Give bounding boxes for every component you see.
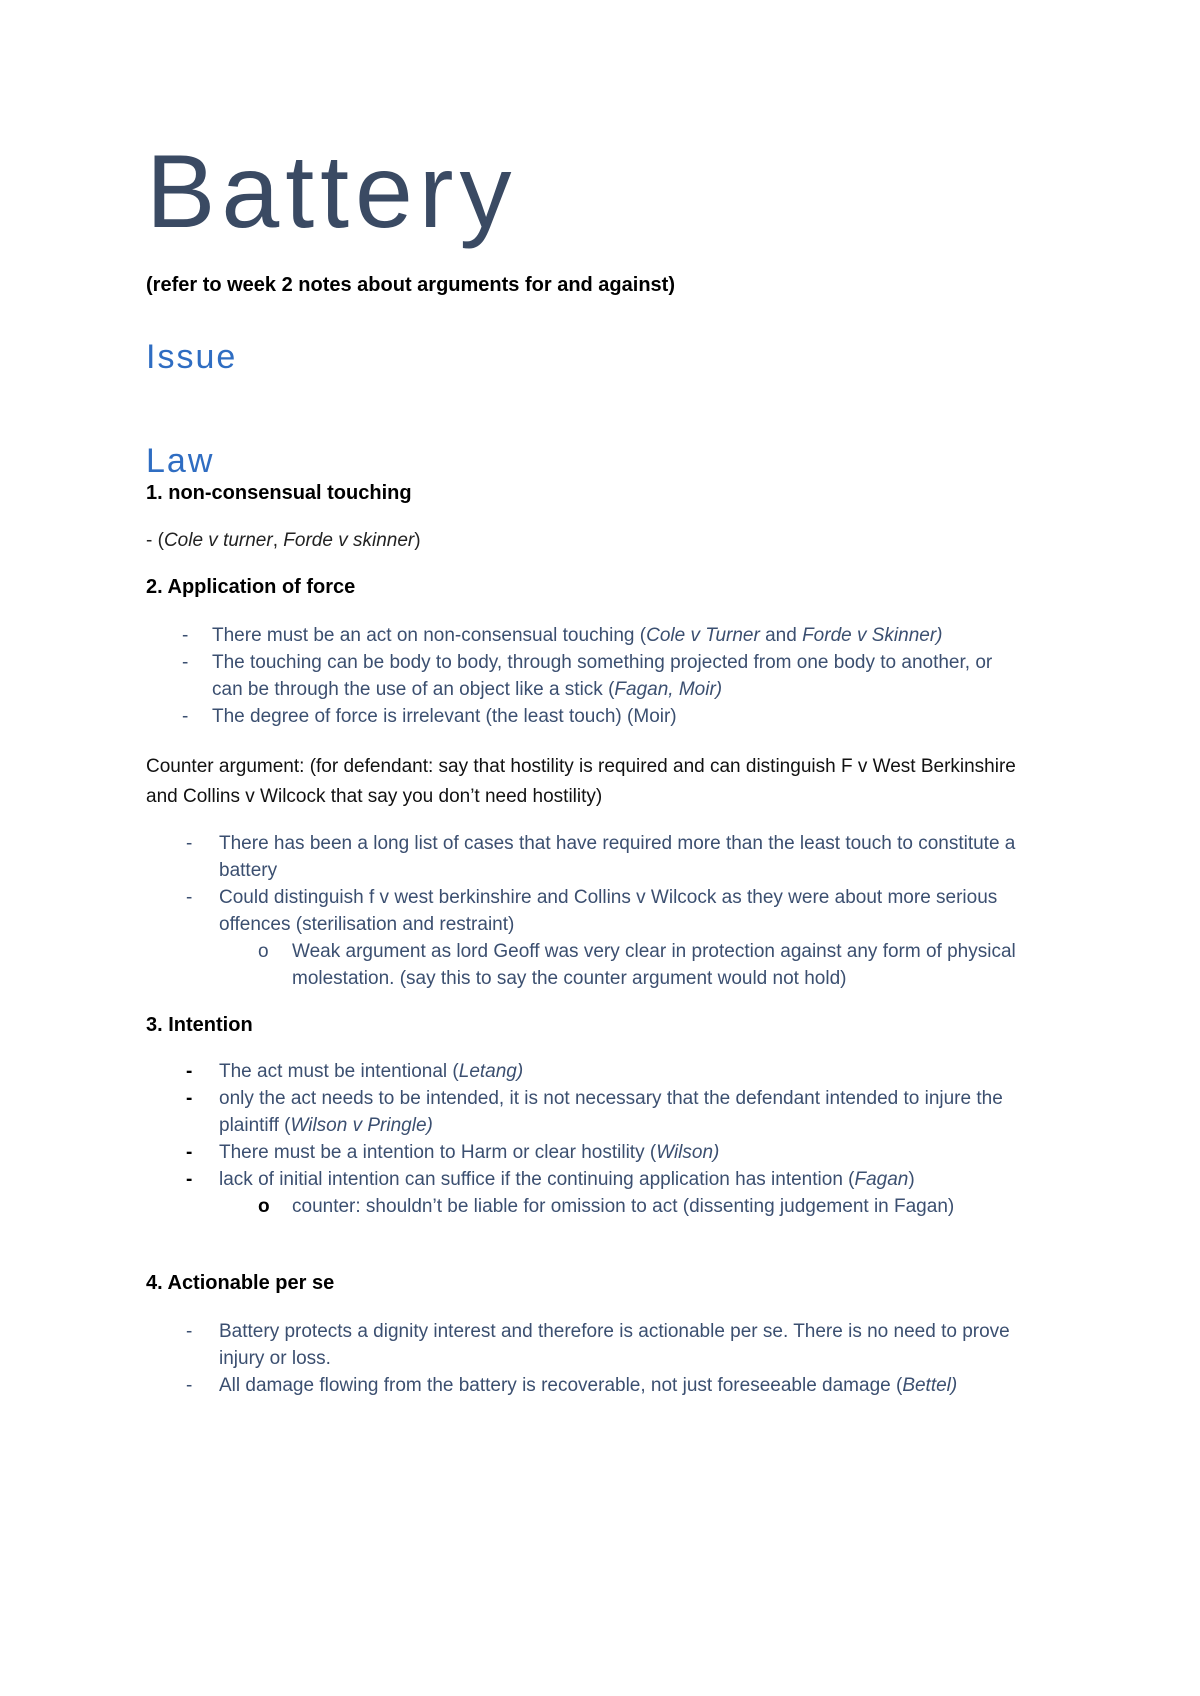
document-title: Battery <box>146 134 518 250</box>
section-1-heading: 1. non-consensual touching <box>146 482 412 504</box>
section-3-sublist <box>146 1193 954 1220</box>
section-1-cases: - (Cole v turner, Forde v skinner) <box>146 530 421 551</box>
section-3-heading: 3. Intention <box>146 1014 253 1036</box>
list-item: - The touching can be body to body, through something projected from one body to another, or can be through the use of an object like a stick (Fagan, Moir) <box>146 649 992 703</box>
dash-marker: - <box>186 1375 193 1396</box>
list-item: - There must be an act on non-consensual touching (Cole v Turner and Forde v Skinner) <box>146 622 992 649</box>
dash-marker: - <box>186 1088 193 1109</box>
list-item: - The act must be intentional (Letang) <box>146 1058 1003 1085</box>
list-item: - Could distinguish f v west berkinshire and Collins v Wilcock as they were about more serious offences (sterilisation and restraint) <box>146 884 1015 938</box>
dash-marker: - <box>182 652 189 673</box>
dash-marker: - <box>186 1321 193 1342</box>
issue-heading: Issue <box>146 338 238 376</box>
section-3-list <box>146 1058 1003 1193</box>
section-4-list <box>146 1318 1010 1399</box>
dash-marker: - <box>182 706 189 727</box>
dash-marker: - <box>186 833 193 854</box>
dash-marker: - <box>186 1169 193 1190</box>
dash-marker: - <box>186 1142 193 1163</box>
counter-sublist <box>146 938 1016 992</box>
dash-marker: - <box>182 625 189 646</box>
list-item: - only the act needs to be intended, it is not necessary that the defendant intended to injure the plaintiff (Wilson v Pringle) <box>146 1085 1003 1139</box>
list-item: o Weak argument as lord Geoff was very clear in protection against any form of physical molestation. (say this to say the counter argument would not hold) <box>146 938 1016 992</box>
list-item: o counter: shouldn’t be liable for omission to act (dissenting judgement in Fagan) <box>146 1193 954 1220</box>
list-item: - There must be a intention to Harm or clear hostility (Wilson) <box>146 1139 1003 1166</box>
counter-argument: Counter argument: (for defendant: say that hostility is required and can distinguish F v West Berkinshire and Collins v Wilcock that say you don’t need hostility) <box>146 756 1016 807</box>
reference-note: (refer to week 2 notes about arguments for and against) <box>146 274 675 296</box>
list-item: - All damage flowing from the battery is recoverable, not just foreseeable damage (Bettel) <box>146 1372 1010 1399</box>
dash-marker: - <box>186 887 193 908</box>
list-item: - Battery protects a dignity interest and therefore is actionable per se. There is no need to prove injury or loss. <box>146 1318 1010 1372</box>
section-4-heading: 4. Actionable per se <box>146 1272 335 1294</box>
law-heading: Law <box>146 442 215 480</box>
list-item: - The degree of force is irrelevant (the least touch) (Moir) <box>146 703 992 730</box>
counter-list <box>146 830 1015 938</box>
bullet-marker: o <box>258 941 269 962</box>
section-2-heading: 2. Application of force <box>146 576 356 598</box>
dash-marker: - <box>186 1061 193 1082</box>
list-item: - There has been a long list of cases that have required more than the least touch to constitute a battery <box>146 830 1015 884</box>
list-item: - lack of initial intention can suffice if the continuing application has intention (Fagan) <box>146 1166 1003 1193</box>
section-2-list <box>146 622 992 730</box>
bullet-marker: o <box>258 1196 270 1217</box>
